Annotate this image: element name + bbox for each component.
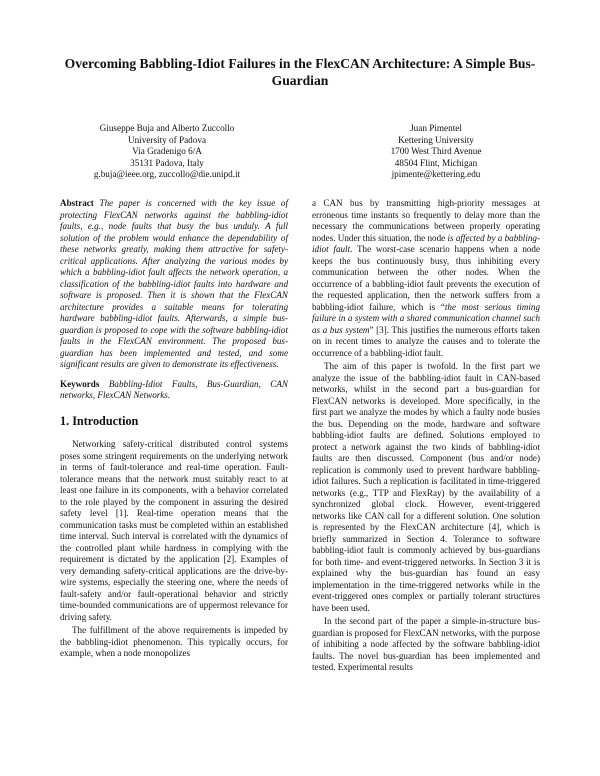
left-column (60, 198, 288, 662)
abstract-text: The paper is concerned with the key issue of protecting FlexCAN networks against the babbling-idiot faults, e.g., node faults that busy the bus unduly. A full solution of the problem would enhance the dependability of these networks greatly, making them attractive for safety-critical applications. After analyzing the various modes by which a babbling-idiot fault affects the network operation, a classification of the babbling-idiot faults into hardware and software is proposed. Then it is shown that the FlexCAN architecture provides a suitable means for tolerating hardware babbling-idiot faults. Afterwards, a simple bus-guardian is proposed to cope with the software babbling-idiot faults in the FlexCAN environment. The proposed bus-guardian has been implemented and tested, and some significant results are given to demonstrate its effectiveness. (60, 198, 288, 369)
body-paragraph: In the second part of the paper a simple-in-structure bus-guardian is proposed for FlexCAN networks, with the purpose of inhibiting a node affected by the software babbling-idiot faults. The novel bus-guardian has been implemented and tested. Experimental results (312, 616, 540, 672)
author-organization: Kettering University (398, 134, 474, 145)
right-column (312, 198, 540, 676)
keywords-text: Babbling-Idiot Faults, Bus-Guardian, CAN networks, FlexCAN Networks. (60, 378, 288, 400)
abstract-label: Abstract (60, 198, 94, 208)
emphasis-text: is affected by a babbling-idiot fault (312, 232, 540, 254)
body-paragraph: Networking safety-critical distributed control systems poses some stringent requirements on the underlying network in terms of fault-tolerance and real-time operation. Fault-tolerance means that the network must suitably react to at least one failure in its components, with a behavior correlated to the role played by the component in assuring the desired safety level [1]. Real-time operation means that the communication tasks must be completed within an established time interval. Such interval is correlated with the dynamics of the controlled plant while hardness in complying with the requirement is dictated by the application [2]. Examples of very demanding safety-critical applications are the drive-by-wire systems, especially the steering one, where the needs of fault-safety and/or fault-operational behavior and strictly time-bounded communications are of uppermost relevance for driving safety. (60, 439, 288, 622)
section-heading: 1. Introduction (60, 413, 139, 428)
paper-title: Overcoming Babbling-Idiot Failures in the FlexCAN Architecture: A Simple Bus-Guardian (64, 56, 536, 88)
body-paragraph: The aim of this paper is twofold. In the first part we analyze the issue of the babbling-idiot fault in CAN-based networks, whilst in the second part a bus-guardian for FlexCAN networks is developed. More specifically, in the first part we analyze the modes by which a faulty node busies the bus. Depending on the mode, hardware and software babbling-idiot faults are defined. Solutions employed to protect a network against the two kinds of babbling-idiot faults are then discussed. Component (bus and/or node) replication is commonly used to prevent hardware babbling-idiot failures. Such a replication is facilitated in time-triggered networks (e.g., TTP and FlexRay) by the availability of a synchronized global clock. However, event-triggered networks like CAN call for a different solution. One solution is represented by the FlexCAN architecture [4], which is briefly summarized in Section 4. Tolerance to software babbling-idiot fault is commonly achieved by bus-guardians for both time- and event-triggered networks. In Section 3 it is explained why the bus-guardian has found an easy implementation in the time-triggered networks while in the event-triggered ones complex or partially tolerant structures have been used. (312, 361, 540, 613)
author-names: Juan Pimentel (410, 123, 462, 133)
author-email: jpimente@kettering.edu (391, 169, 481, 180)
author-address-line1: 1700 West Third Avenue (390, 146, 482, 157)
author-names: Giuseppe Buja and Alberto Zuccollo (99, 123, 235, 133)
keywords (60, 379, 288, 402)
abstract (60, 198, 288, 371)
author-address-line1: Via Gradenigo 6/A (132, 146, 202, 157)
author-address-line2: 48504 Flint, Michigan (394, 157, 478, 168)
author-address-line2: 35131 Padova, Italy (130, 157, 204, 168)
author-email: g.buja@ieee.org, zuccollo@die.unipd.it (93, 169, 241, 180)
body-text: a CAN bus by transmitting high-priority messages at erroneous time instants so frequently to delay more than the necessary the communications between properly operating nodes. Under this situation, the node (312, 198, 540, 243)
author-block-left (62, 123, 272, 181)
author-organization: University of Padova (127, 134, 207, 145)
quote-text: the most serious timing failure in a system with a shared communication channel such as a bus system (312, 301, 540, 335)
body-text: ” [3]. This justifies the numerous efforts taken on in recent times to analyze the causes and to tolerate the occurrence of a babbling-idiot fault. (312, 324, 540, 358)
body-text: . The worst-case scenario happens when a node keeps the bus continuously busy, thus inhibiting every communication between the other nodes. When the occurrence of a babbling-idiot fault prevents the execution of the requested application, then the network suffers from a babbling-idiot failure, which is “ (312, 244, 540, 312)
body-paragraph: The fulfillment of the above requirements is impeded by the babbling-idiot phenomenon. This typically occurs, for example, when a node monopolizes (60, 625, 288, 658)
body-paragraph (312, 198, 540, 359)
author-block-right (336, 123, 536, 181)
keywords-label: Keywords (60, 378, 100, 389)
